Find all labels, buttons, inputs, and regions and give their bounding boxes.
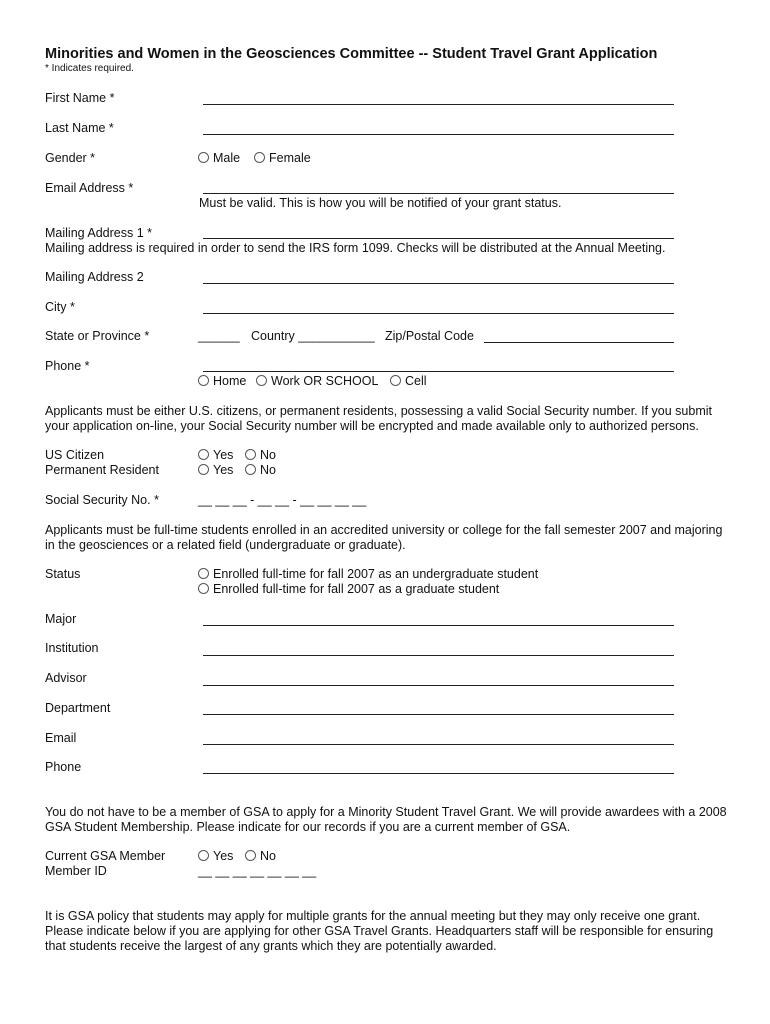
gender-label: Gender * <box>45 151 96 165</box>
radio-icon <box>198 850 209 861</box>
advisor-field[interactable] <box>203 685 674 686</box>
permanent-resident-label: Permanent Resident <box>45 463 159 477</box>
phone-home-label: Home <box>213 374 247 388</box>
phone-home-radio[interactable] <box>198 374 246 388</box>
yes-label: Yes <box>213 463 234 477</box>
us-citizen-yes-radio[interactable] <box>198 448 233 462</box>
gender-male-radio[interactable] <box>198 151 240 165</box>
member-id-label: Member ID <box>45 864 107 878</box>
radio-icon <box>254 152 265 163</box>
advisor-email-field[interactable] <box>203 744 674 745</box>
radio-icon <box>245 449 256 460</box>
radio-icon <box>198 464 209 475</box>
status-undergraduate-label: Enrolled full-time for fall 2007 as an undergraduate student <box>213 567 539 581</box>
gsa-membership-paragraph: You do not have to be a member of GSA to apply for a Minority Student Travel Grant. We will provide awardees with a 2008 GSA Student Membership. Please indicate for our records if you are a current member of GSA. <box>45 805 727 834</box>
state-field[interactable]: ______ <box>198 329 240 343</box>
advisor-phone-label: Phone <box>45 760 82 774</box>
citizenship-paragraph: Applicants must be either U.S. citizens, or permanent residents, possessing a valid Social Security number. If you submit your application on-line, your Social Security number will be encrypted and made available only to authorized persons. <box>45 404 712 433</box>
policy-paragraph: It is GSA policy that students may apply for multiple grants for the annual meeting but they may only receive one grant. Please indicate below if you are applying for other GSA Travel Grants. Headquarters staff will be responsible for ensuring that students receive the largest of any grants which they are potentially awarded. <box>45 909 714 953</box>
radio-icon <box>198 152 209 163</box>
advisor-label: Advisor <box>45 671 87 685</box>
radio-icon <box>198 375 209 386</box>
yes-label: Yes <box>213 448 234 462</box>
gender-female-label: Female <box>269 151 311 165</box>
gsa-member-yes-radio[interactable] <box>198 849 233 863</box>
email-label: Email Address * <box>45 181 134 195</box>
gsa-member-no-radio[interactable] <box>245 849 276 863</box>
last-name-field[interactable] <box>203 134 674 135</box>
radio-icon <box>198 568 209 579</box>
phone-cell-radio[interactable] <box>390 374 427 388</box>
advisor-phone-field[interactable] <box>203 773 674 774</box>
yes-label: Yes <box>213 849 234 863</box>
phone-field[interactable] <box>203 371 674 372</box>
status-graduate-label: Enrolled full-time for fall 2007 as a graduate student <box>213 582 500 596</box>
no-label: No <box>260 463 276 477</box>
mailing-address-1-field[interactable] <box>203 238 674 239</box>
phone-work-label: Work OR SCHOOL <box>271 374 379 388</box>
radio-icon <box>245 850 256 861</box>
required-note: * Indicates required. <box>45 63 134 74</box>
us-citizen-label: US Citizen <box>45 448 105 462</box>
gsa-member-label: Current GSA Member <box>45 849 166 863</box>
zip-label: Zip/Postal Code <box>385 329 474 343</box>
no-label: No <box>260 448 276 462</box>
mailing-address-2-field[interactable] <box>203 283 674 284</box>
mailing-address-2-label: Mailing Address 2 <box>45 270 144 284</box>
first-name-field[interactable] <box>203 104 674 105</box>
gender-male-label: Male <box>213 151 241 165</box>
gender-female-radio[interactable] <box>254 151 311 165</box>
first-name-label: First Name * <box>45 91 115 105</box>
mailing-address-1-label: Mailing Address 1 * <box>45 226 153 240</box>
state-label: State or Province * <box>45 329 150 343</box>
phone-work-radio[interactable] <box>256 374 378 388</box>
status-label: Status <box>45 567 81 581</box>
ssn-label: Social Security No. * <box>45 493 159 507</box>
radio-icon <box>198 583 209 594</box>
no-label: No <box>260 849 276 863</box>
department-label: Department <box>45 701 111 715</box>
status-graduate-radio[interactable] <box>198 582 499 596</box>
mailing-address-note: Mailing address is required in order to send the IRS form 1099. Checks will be distributed at the Annual Meeting. <box>45 241 666 255</box>
major-field[interactable] <box>203 625 674 626</box>
zip-field[interactable] <box>484 342 674 343</box>
ssn-field[interactable]: __ __ __ - __ __ - __ __ __ __ <box>198 493 367 507</box>
permanent-resident-yes-radio[interactable] <box>198 463 233 477</box>
permanent-resident-no-radio[interactable] <box>245 463 276 477</box>
student-requirement-paragraph: Applicants must be full-time students enrolled in an accredited university or college for the fall semester 2007 and majoring in the geosciences or a related field (undergraduate or graduate). <box>45 523 723 552</box>
member-id-field[interactable]: __ __ __ __ __ __ __ <box>198 864 317 878</box>
city-label: City * <box>45 300 75 314</box>
us-citizen-no-radio[interactable] <box>245 448 276 462</box>
advisor-email-label: Email <box>45 731 77 745</box>
form-title: Minorities and Women in the Geosciences Committee -- Student Travel Grant Application <box>45 46 658 62</box>
country-field[interactable]: Country ___________ <box>251 329 375 343</box>
institution-label: Institution <box>45 641 99 655</box>
email-field[interactable] <box>203 193 674 194</box>
email-note: Must be valid. This is how you will be notified of your grant status. <box>199 196 562 210</box>
status-undergraduate-radio[interactable] <box>198 567 538 581</box>
phone-cell-label: Cell <box>405 374 427 388</box>
radio-icon <box>256 375 267 386</box>
last-name-label: Last Name * <box>45 121 114 135</box>
radio-icon <box>390 375 401 386</box>
radio-icon <box>245 464 256 475</box>
city-field[interactable] <box>203 313 674 314</box>
institution-field[interactable] <box>203 655 674 656</box>
department-field[interactable] <box>203 714 674 715</box>
phone-label: Phone * <box>45 359 90 373</box>
major-label: Major <box>45 612 77 626</box>
radio-icon <box>198 449 209 460</box>
